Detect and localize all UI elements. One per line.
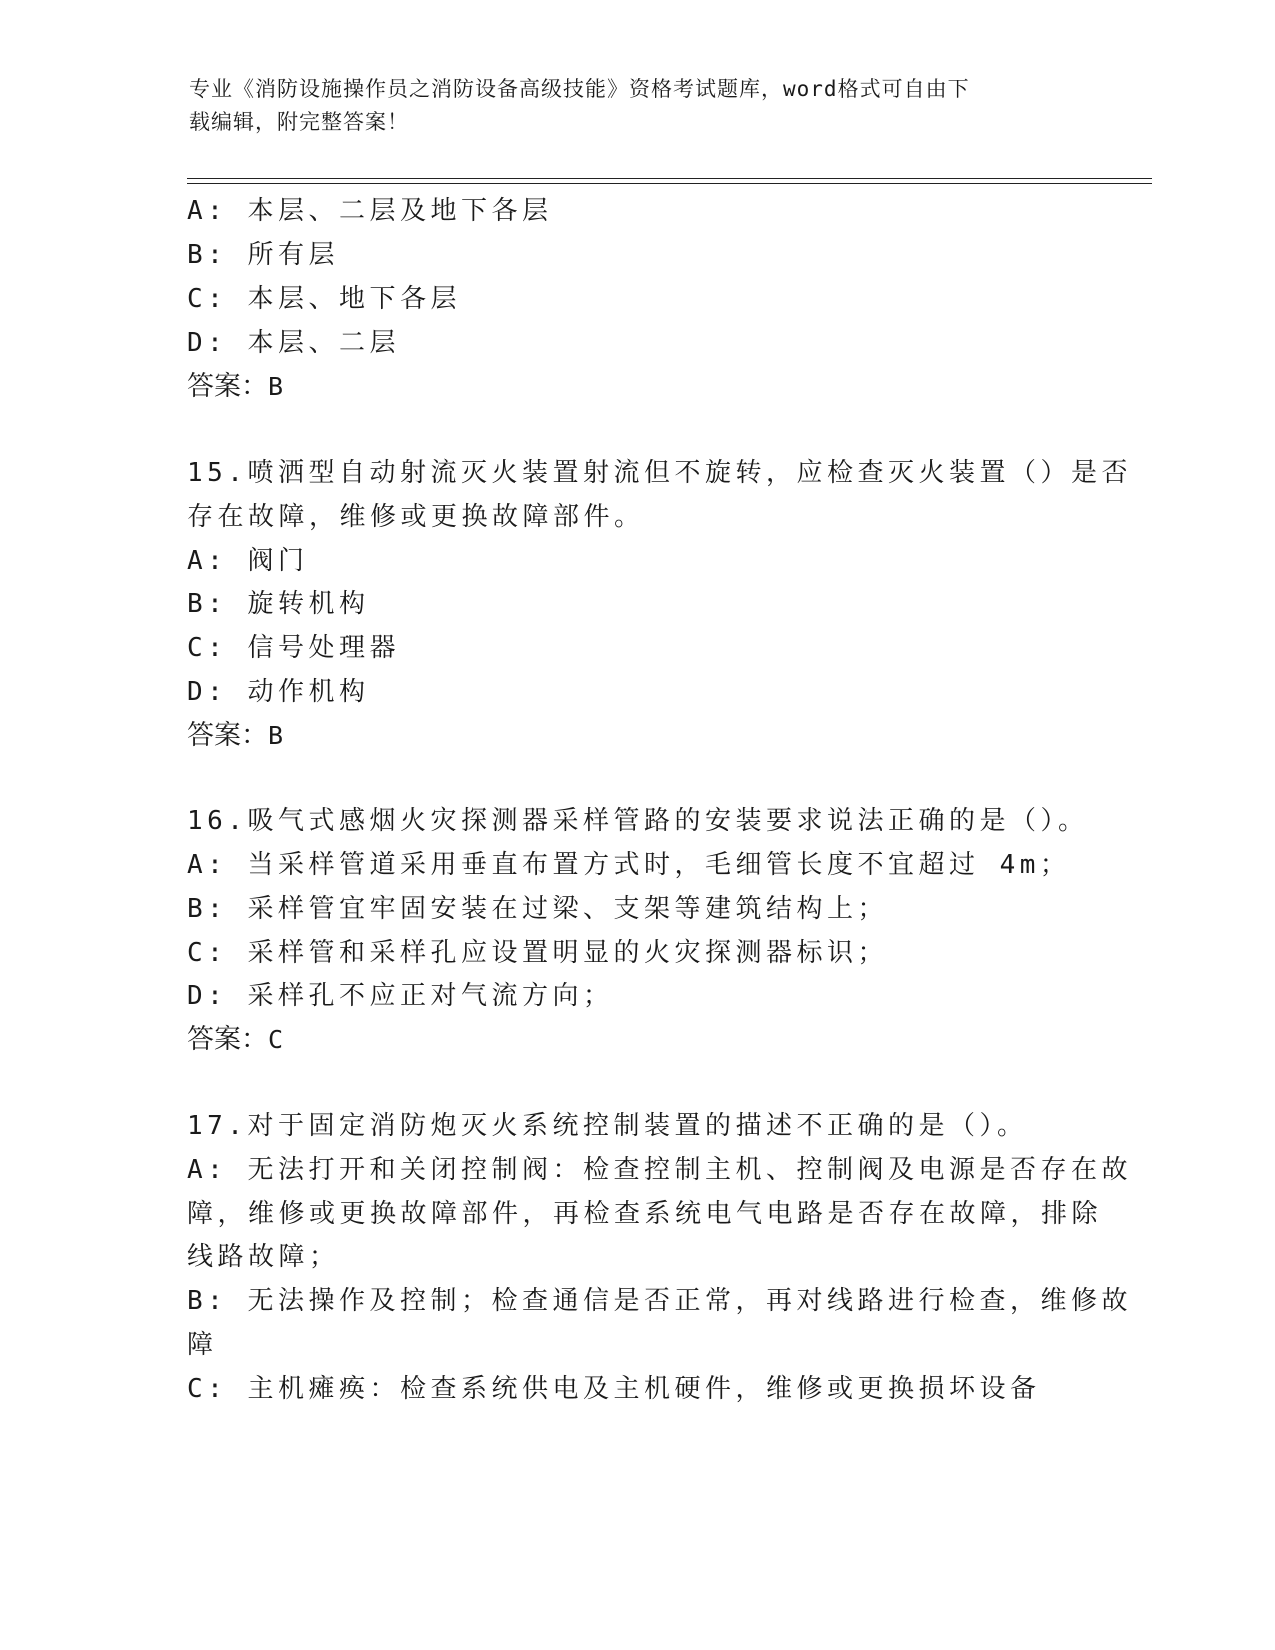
q15-option-b: B: 旋转机构 xyxy=(187,589,370,619)
q16-option-b: B: 采样管宜牢固安装在过梁、支架等建筑结构上； xyxy=(187,894,888,924)
q15-option-d: D: 动作机构 xyxy=(187,677,370,707)
q14-answer xyxy=(187,364,283,403)
q17-option-c-line-1: C: 主机瘫痪：检查系统供电及主机硬件，维修或更换损坏设备 xyxy=(187,1374,1041,1404)
document-header xyxy=(189,73,1089,139)
q16-stem-line-1: 16.吸气式感烟火灾探测器采样管路的安装要求说法正确的是（）。 xyxy=(187,806,1089,836)
q14-option-a: A: 本层、二层及地下各层 xyxy=(187,196,553,226)
q15-stem-line-1: 15.喷洒型自动射流灭火装置射流但不旋转，应检查灭火装置（）是否 xyxy=(187,458,1132,488)
q17-stem-line-1: 17.对于固定消防炮灭火系统控制装置的描述不正确的是（）。 xyxy=(187,1111,1028,1141)
q15-option-a: A: 阀门 xyxy=(187,546,309,576)
q17-option-b-line-2: 障 xyxy=(187,1330,218,1360)
q16-option-c: C: 采样管和采样孔应设置明显的火灾探测器标识； xyxy=(187,938,888,968)
answer-label: 答案： xyxy=(187,720,268,751)
q14-option-c: C: 本层、地下各层 xyxy=(187,284,461,314)
q16-option-d: D: 采样孔不应正对气流方向； xyxy=(187,981,614,1011)
answer-label: 答案： xyxy=(187,371,268,402)
header-divider-top xyxy=(187,178,1152,179)
q17-option-a-line-1: A: 无法打开和关闭控制阀：检查控制主机、控制阀及电源是否存在故 xyxy=(187,1155,1132,1185)
q15-option-c: C: 信号处理器 xyxy=(187,633,400,663)
q14-option-d: D: 本层、二层 xyxy=(187,328,400,358)
q17-option-a-line-3: 线路故障； xyxy=(187,1242,340,1272)
answer-label: 答案： xyxy=(187,1024,268,1055)
answer-value: B xyxy=(268,721,284,750)
header-divider-bottom xyxy=(187,183,1152,184)
answer-value: C xyxy=(268,1025,284,1054)
q15-answer xyxy=(187,713,283,752)
answer-value: B xyxy=(268,372,284,401)
q16-answer xyxy=(187,1017,283,1056)
q14-option-b: B: 所有层 xyxy=(187,240,339,270)
q15-stem-line-2: 存在故障，维修或更换故障部件。 xyxy=(187,502,645,532)
q16-option-a: A: 当采样管道采用垂直布置方式时，毛细管长度不宜超过 4m； xyxy=(187,850,1071,880)
q17-option-b-line-1: B: 无法操作及控制；检查通信是否正常，再对线路进行检查，维修故 xyxy=(187,1286,1132,1316)
header-line-2: 载编辑，附完整答案！ xyxy=(189,110,409,134)
header-line-1: 专业《消防设施操作员之消防设备高级技能》资格考试题库，word格式可自由下 xyxy=(189,77,970,101)
q17-option-a-line-2: 障，维修或更换故障部件，再检查系统电气电路是否存在故障，排除 xyxy=(187,1199,1103,1229)
